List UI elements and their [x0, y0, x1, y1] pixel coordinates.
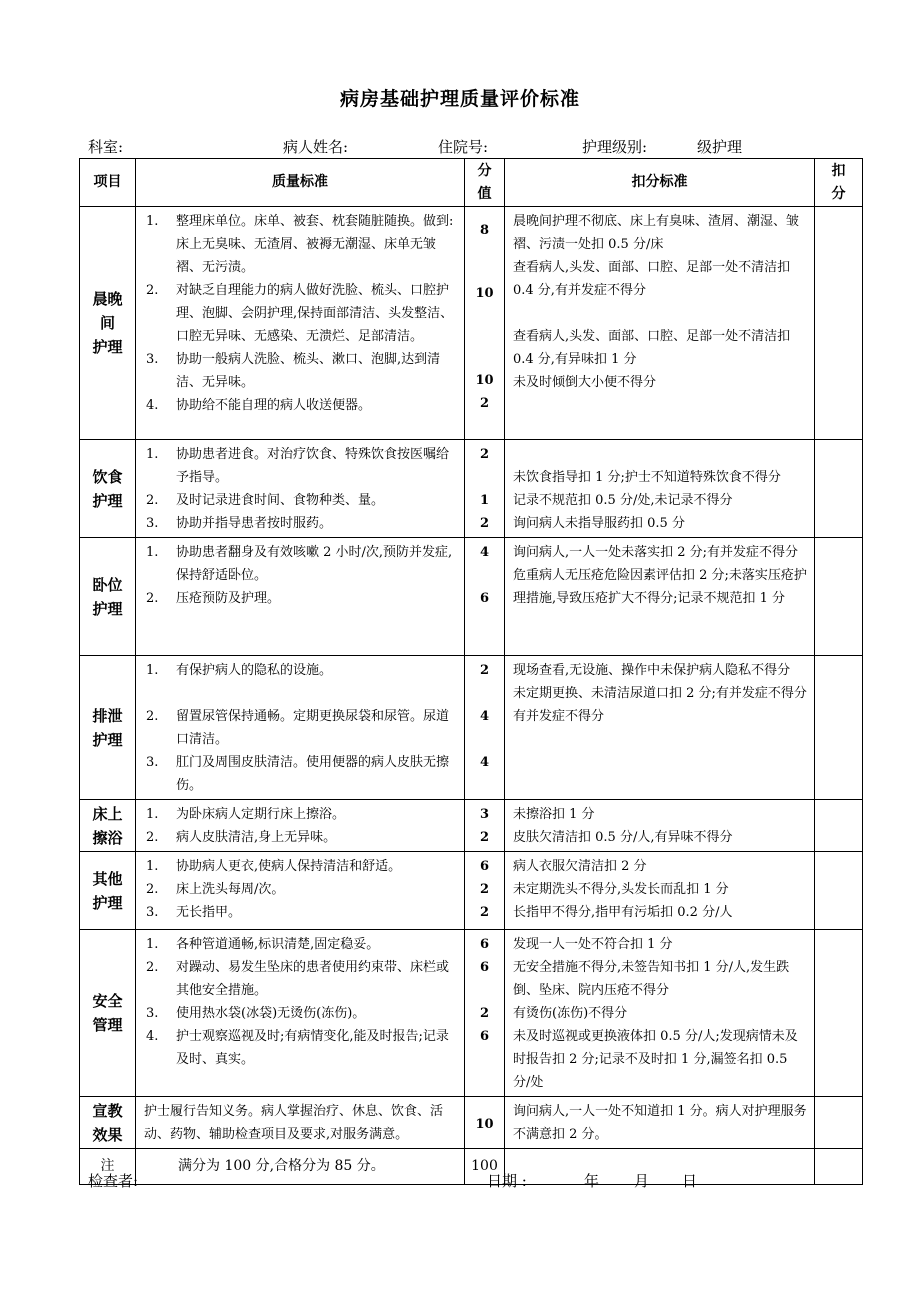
score-values: 6 6 2 6	[465, 930, 505, 1097]
score-values: 4 6	[465, 538, 505, 656]
deducted-points-cell[interactable]	[815, 800, 863, 852]
note-deducted-cell[interactable]	[815, 1149, 863, 1185]
table-row	[80, 852, 863, 930]
score-values: 3 2	[465, 800, 505, 852]
deduction-criteria: 现场查看,无设施、操作中未保护病人隐私不得分 未定期更换、未清洁尿道口扣 2 分;有并发症不得分 有并发症不得分	[505, 656, 815, 800]
deduction-criteria: 发现一人一处不符合扣 1 分 无安全措施不得分,未签告知书扣 1 分/人,发生跌倒、坠床、院内压疮不得分 有烫伤(冻伤)不得分 未及时巡视或更换液体扣 0.5 分/人;发现病情未及时报告扣 2 分;记录不及时扣 1 分,漏签名扣 0.5 分/处	[505, 930, 815, 1097]
quality-standard: 1. 协助病人更衣,使病人保持清洁和舒适。 2. 床上洗头每周/次。 3. 无长指甲。	[136, 852, 465, 930]
table-row	[80, 207, 863, 440]
deduction-criteria: 询问病人,一人一处未落实扣 2 分;有并发症不得分 危重病人无压疮危险因素评估扣 2 分;未落实压疮护理措施,导致压疮扩大不得分;记录不规范扣 1 分	[505, 538, 815, 656]
deduction-criteria: 询问病人,一人一处不知道扣 1 分。病人对护理服务不满意扣 2 分。	[505, 1097, 815, 1149]
deducted-points-cell[interactable]	[815, 656, 863, 800]
deducted-points-cell[interactable]	[815, 207, 863, 440]
table-row	[80, 930, 863, 1097]
quality-standard: 1. 协助患者翻身及有效咳嗽 2 小时/次,预防并发症,保持舒适卧位。 2. 压疮预防及护理。	[136, 538, 465, 656]
table-row	[80, 656, 863, 800]
dept-label: 科室:	[88, 138, 124, 156]
care-level-value: 级护理	[697, 138, 743, 156]
evaluation-table	[79, 158, 863, 1185]
note-text: 满分为 100 分,合格分为 85 分。	[136, 1149, 465, 1185]
table-row	[80, 440, 863, 538]
deducted-points-cell[interactable]	[815, 440, 863, 538]
page-title: 病房基础护理质量评价标准	[339, 88, 580, 110]
section-name: 饮食 护理	[80, 440, 136, 538]
section-name: 晨晚 间 护理	[80, 207, 136, 440]
section-name: 排泄 护理	[80, 656, 136, 800]
note-label: 注	[80, 1149, 136, 1185]
score-values: 10	[465, 1097, 505, 1149]
section-name: 床上 擦浴	[80, 800, 136, 852]
section-name: 其他 护理	[80, 852, 136, 930]
date-month: 月	[634, 1172, 650, 1190]
admission-no-label: 住院号:	[438, 138, 489, 156]
section-name: 卧位 护理	[80, 538, 136, 656]
quality-standard: 1. 有保护病人的隐私的设施。 2. 留置尿管保持通畅。定期更换尿袋和尿管。尿道口清洁。 3. 肛门及周围皮肤清洁。使用便器的病人皮肤无擦伤。	[136, 656, 465, 800]
section-name: 宣教 效果	[80, 1097, 136, 1149]
date-label: 日期 :	[487, 1172, 527, 1190]
score-values: 6 2 2	[465, 852, 505, 930]
col-deducted-header: 扣 分	[815, 159, 863, 207]
col-deduction-header: 扣分标准	[505, 159, 815, 207]
quality-standard: 护士履行告知义务。病人掌握治疗、休息、饮食、活动、药物、辅助检查项目及要求,对服务满意。	[136, 1097, 465, 1149]
score-values: 8 10 10 2	[465, 207, 505, 440]
table-row	[80, 538, 863, 656]
table-row	[80, 800, 863, 852]
table-row	[80, 1097, 863, 1149]
col-standard-header: 质量标准	[136, 159, 465, 207]
quality-standard: 1. 整理床单位。床单、被套、枕套随脏随换。做到:床上无臭味、无渣屑、被褥无潮湿、床单无皱褶、无污渍。 2. 对缺乏自理能力的病人做好洗脸、梳头、口腔护理、泡脚、会阴护理,保持面部清洁、头发整洁、口腔无异味、无感染、无溃烂、足部清洁。 3. 协助一般病人洗脸、梳头、漱口、泡脚,达到清洁、无异味。 4. 协助给不能自理的病人收送便器。	[136, 207, 465, 440]
table-header-row	[80, 159, 863, 207]
section-name: 安全 管理	[80, 930, 136, 1097]
date-day: 日	[682, 1172, 698, 1190]
care-level-label: 护理级别:	[582, 138, 648, 156]
quality-standard: 1. 各种管道通畅,标识清楚,固定稳妥。 2. 对躁动、易发生坠床的患者使用约束带、床栏或其他安全措施。 3. 使用热水袋(冰袋)无烫伤(冻伤)。 4. 护士观察巡视及时;有病情变化,能及时报告;记录及时、真实。	[136, 930, 465, 1097]
quality-standard: 1. 协助患者进食。对治疗饮食、特殊饮食按医嘱给予指导。 2. 及时记录进食时间、食物种类、量。 3. 协助并指导患者按时服药。	[136, 440, 465, 538]
deducted-points-cell[interactable]	[815, 538, 863, 656]
date-year: 年	[584, 1172, 600, 1190]
deducted-points-cell[interactable]	[815, 1097, 863, 1149]
deducted-points-cell[interactable]	[815, 852, 863, 930]
quality-standard: 1. 为卧床病人定期行床上擦浴。 2. 病人皮肤清洁,身上无异味。	[136, 800, 465, 852]
col-score-header: 分 值	[465, 159, 505, 207]
deducted-points-cell[interactable]	[815, 930, 863, 1097]
col-item-header: 项目	[80, 159, 136, 207]
deduction-criteria: 病人衣服欠清洁扣 2 分 未定期洗头不得分,头发长而乱扣 1 分 长指甲不得分,指甲有污垢扣 0.2 分/人	[505, 852, 815, 930]
note-row	[80, 1149, 863, 1185]
inspector-label: 检查者:	[88, 1172, 139, 1190]
deduction-criteria: 未擦浴扣 1 分 皮肤欠清洁扣 0.5 分/人,有异味不得分	[505, 800, 815, 852]
patient-name-label: 病人姓名:	[283, 138, 349, 156]
deduction-criteria: 晨晚间护理不彻底、床上有臭味、渣屑、潮湿、皱褶、污渍一处扣 0.5 分/床 查看病人,头发、面部、口腔、足部一处不清洁扣 0.4 分,有并发症不得分 查看病人,头发、面部、口腔、足部一处不清洁扣 0.4 分,有异味扣 1 分 未及时倾倒大小便不得分	[505, 207, 815, 440]
score-values: 2 1 2	[465, 440, 505, 538]
total-score: 100	[465, 1149, 505, 1185]
note-deduction-cell	[505, 1149, 815, 1185]
score-values: 2 4 4	[465, 656, 505, 800]
deduction-criteria: 未饮食指导扣 1 分;护士不知道特殊饮食不得分 记录不规范扣 0.5 分/处,未记录不得分 询问病人未指导服药扣 0.5 分	[505, 440, 815, 538]
